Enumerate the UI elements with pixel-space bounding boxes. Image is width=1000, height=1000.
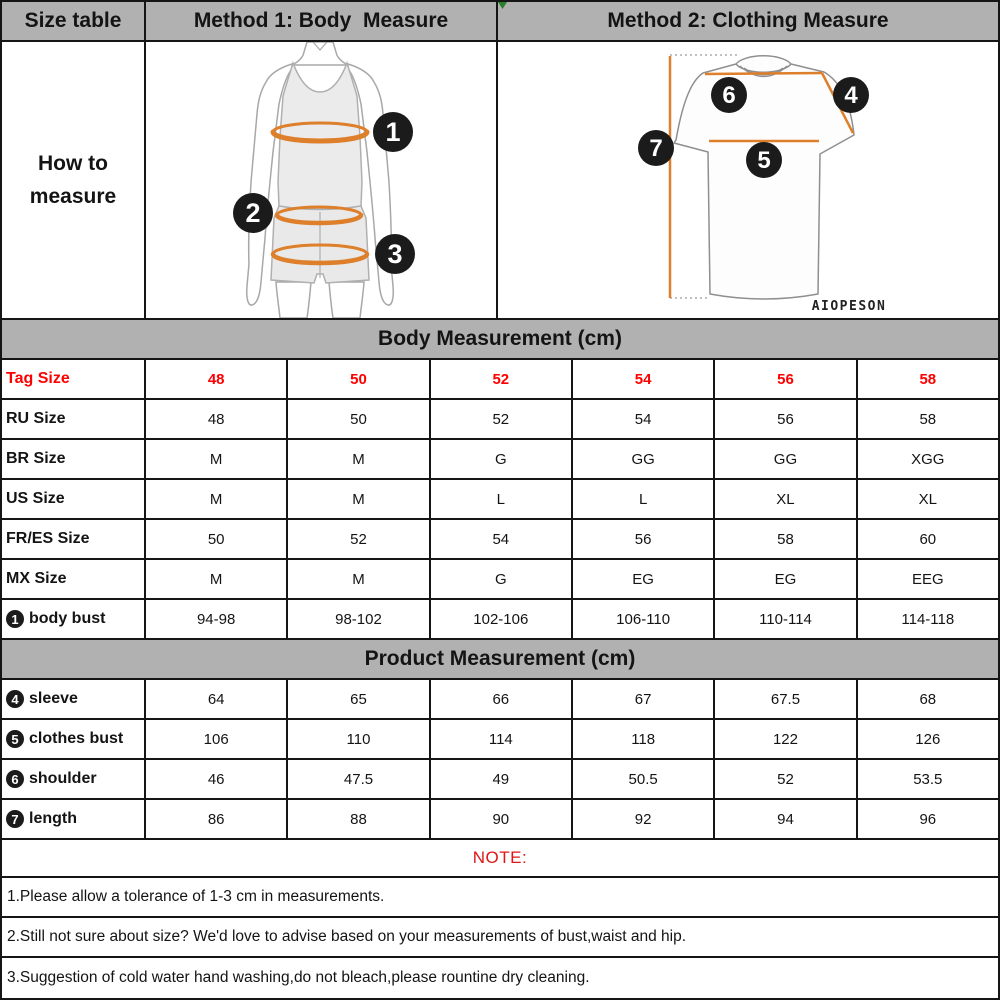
- shirt-marker-6-badge: [711, 77, 747, 113]
- cell: 110-114: [715, 600, 857, 638]
- cell: 56: [715, 400, 857, 438]
- cell: L: [573, 480, 715, 518]
- top-header-row: [2, 2, 998, 42]
- table-row-sleeve: [2, 680, 998, 720]
- cell: 52: [431, 400, 573, 438]
- cell: G: [431, 560, 573, 598]
- cell: 52: [288, 520, 430, 558]
- cell: 114: [431, 720, 573, 758]
- cell: 53.5: [858, 760, 998, 798]
- shirt-marker-7-badge: [638, 130, 674, 166]
- cell: 65: [288, 680, 430, 718]
- row-label: Tag Size: [2, 360, 146, 398]
- tshirt-figure-icon: [498, 42, 998, 318]
- circled-5-badge: 5: [6, 730, 24, 748]
- cell: 52: [431, 360, 573, 398]
- cell: GG: [715, 440, 857, 478]
- cell: M: [146, 480, 288, 518]
- cell: 106-110: [573, 600, 715, 638]
- cell: 48: [146, 360, 288, 398]
- method2-header-label: Method 2: Clothing Measure: [607, 9, 889, 32]
- table-row-length: [2, 800, 998, 840]
- body-measurement-title: Body Measurement (cm): [2, 320, 998, 358]
- body-measurement-title-row: [2, 320, 998, 360]
- cell: 67: [573, 680, 715, 718]
- shirt-marker-4-badge: [833, 77, 869, 113]
- note-text: 1.Please allow a tolerance of 1-3 cm in measurements.: [7, 888, 385, 905]
- circled-7-badge: 7: [6, 810, 24, 828]
- svg-text:3: 3: [387, 239, 403, 269]
- note-row-2: [2, 918, 998, 958]
- cell: M: [288, 480, 430, 518]
- cell: 98-102: [288, 600, 430, 638]
- cell: 94: [715, 800, 857, 838]
- row-label: RU Size: [2, 400, 146, 438]
- cell: 90: [431, 800, 573, 838]
- cell: 60: [858, 520, 998, 558]
- table-row-clothes-bust: [2, 720, 998, 760]
- cell: 47.5: [288, 760, 430, 798]
- cell: 92: [573, 800, 715, 838]
- table-row-tag-size: [2, 360, 998, 400]
- cell: 86: [146, 800, 288, 838]
- cell: 96: [858, 800, 998, 838]
- svg-text:7: 7: [649, 135, 663, 162]
- note-row-3: [2, 958, 998, 998]
- cell: 50.5: [573, 760, 715, 798]
- brand-text: AIOPESON: [811, 299, 887, 314]
- cell: 106: [146, 720, 288, 758]
- circled-1-badge: 1: [6, 610, 24, 628]
- cell: 50: [288, 360, 430, 398]
- row-label: 1 body bust: [2, 600, 146, 638]
- method2-header: [498, 2, 998, 40]
- cell: M: [288, 440, 430, 478]
- cell: 54: [573, 400, 715, 438]
- row-label: FR/ES Size: [2, 520, 146, 558]
- cell: G: [431, 440, 573, 478]
- cell: 58: [858, 360, 998, 398]
- cell: L: [431, 480, 573, 518]
- cell: XL: [715, 480, 857, 518]
- note-title-row: [2, 840, 998, 878]
- row-label: US Size: [2, 480, 146, 518]
- size-table-header: Size table: [2, 2, 146, 40]
- row-label: 5 clothes bust: [2, 720, 146, 758]
- cell: 118: [573, 720, 715, 758]
- cell: XL: [858, 480, 998, 518]
- row-label: 6 shoulder: [2, 760, 146, 798]
- cell: 50: [288, 400, 430, 438]
- cell: 94-98: [146, 600, 288, 638]
- method1-header: Method 1: Body Measure: [146, 2, 498, 40]
- cell: XGG: [858, 440, 998, 478]
- cell: 52: [715, 760, 857, 798]
- circled-4-badge: 4: [6, 690, 24, 708]
- row-label: MX Size: [2, 560, 146, 598]
- cell: 50: [146, 520, 288, 558]
- cell: 58: [858, 400, 998, 438]
- table-row-br-size: [2, 440, 998, 480]
- clothing-measure-illustration: [498, 42, 998, 318]
- svg-text:4: 4: [844, 82, 858, 109]
- table-row-fres-size: [2, 520, 998, 560]
- row-label: BR Size: [2, 440, 146, 478]
- note-title: NOTE:: [472, 848, 528, 867]
- cell: 66: [431, 680, 573, 718]
- cell: EEG: [858, 560, 998, 598]
- body-marker-2-badge: [233, 193, 273, 233]
- cell: 68: [858, 680, 998, 718]
- cell: EG: [715, 560, 857, 598]
- cell: 126: [858, 720, 998, 758]
- product-measurement-title: Product Measurement (cm): [2, 640, 998, 678]
- svg-text:6: 6: [722, 82, 736, 109]
- cell: 48: [146, 400, 288, 438]
- table-row-mx-size: [2, 560, 998, 600]
- row-label: 7 length: [2, 800, 146, 838]
- cell: EG: [573, 560, 715, 598]
- svg-text:5: 5: [757, 147, 771, 174]
- shirt-marker-5-badge: [746, 142, 782, 178]
- how-to-measure-label: How to measure: [2, 42, 146, 318]
- table-row-us-size: [2, 480, 998, 520]
- cell: 49: [431, 760, 573, 798]
- cell: 56: [715, 360, 857, 398]
- cell: 54: [573, 360, 715, 398]
- table-row-ru-size: [2, 400, 998, 440]
- cell: 110: [288, 720, 430, 758]
- cell: GG: [573, 440, 715, 478]
- cell: M: [288, 560, 430, 598]
- green-corner-marker-icon: [498, 2, 508, 10]
- note-text: 3.Suggestion of cold water hand washing,do not bleach,please rountine dry cleaning.: [7, 969, 590, 986]
- svg-text:2: 2: [245, 198, 261, 228]
- cell: M: [146, 560, 288, 598]
- svg-text:1: 1: [385, 117, 401, 147]
- cell: 122: [715, 720, 857, 758]
- row-label: 4 sleeve: [2, 680, 146, 718]
- table-row-shoulder: [2, 760, 998, 800]
- product-measurement-title-row: [2, 640, 998, 680]
- cell: 88: [288, 800, 430, 838]
- cell: 67.5: [715, 680, 857, 718]
- body-marker-3-badge: [375, 234, 415, 274]
- cell: 46: [146, 760, 288, 798]
- illustration-row: [2, 42, 998, 320]
- cell: 58: [715, 520, 857, 558]
- cell: 102-106: [431, 600, 573, 638]
- note-text: 2.Still not sure about size? We'd love to advise based on your measurements of bust,waist and hip.: [7, 928, 687, 945]
- note-row-1: [2, 878, 998, 918]
- cell: 64: [146, 680, 288, 718]
- body-figure-icon: [146, 42, 498, 318]
- cell: M: [146, 440, 288, 478]
- body-measure-illustration: [146, 42, 498, 318]
- table-row-body-bust: [2, 600, 998, 640]
- circled-6-badge: 6: [6, 770, 24, 788]
- cell: 56: [573, 520, 715, 558]
- cell: 114-118: [858, 600, 998, 638]
- body-marker-1-badge: [373, 112, 413, 152]
- cell: 54: [431, 520, 573, 558]
